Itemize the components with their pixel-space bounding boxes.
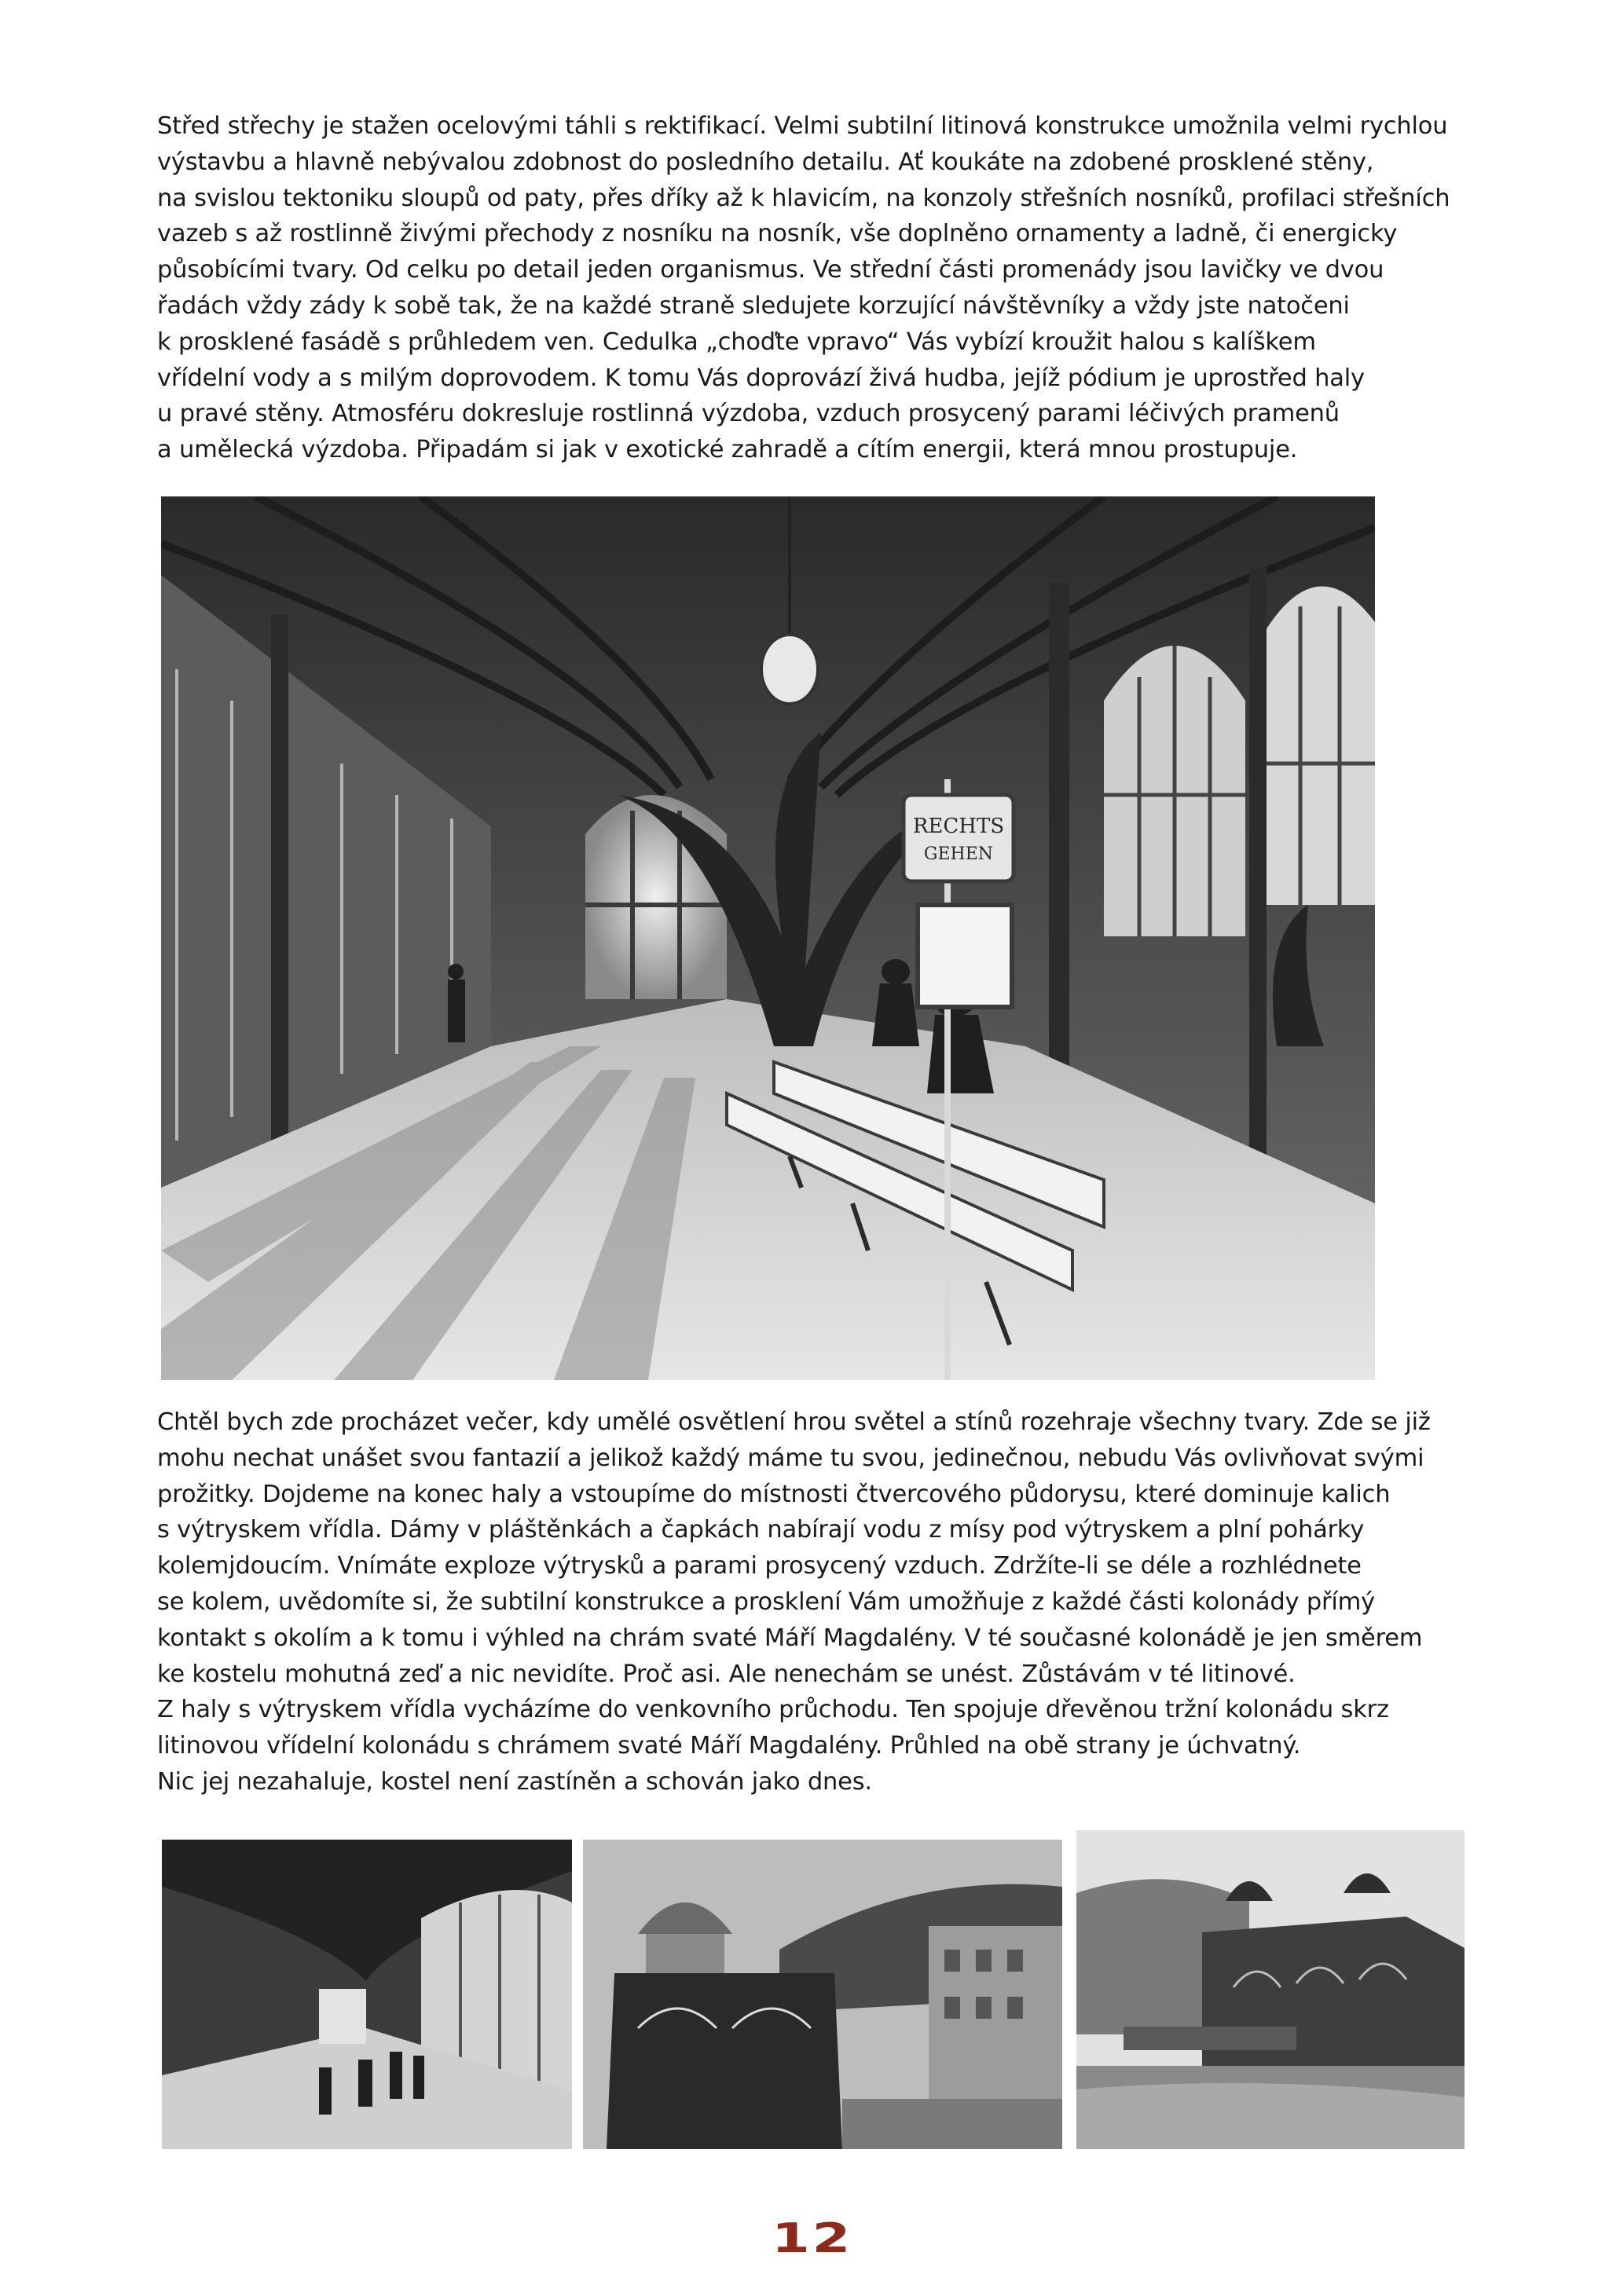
colonnade-interior-photo — [161, 496, 1375, 1380]
text-line: mohu nechat unášet svou fantazií a jelikož každý máme tu svou, jedinečnou, nebudu Vás ovlivňovat svými — [157, 1444, 1424, 1472]
page-number: 12 — [771, 2215, 853, 2262]
text-line: k prosklené fasádě s průhledem ven. Cedulka „choďte vpravo“ Vás vybízí kroužit halou s kalíškem — [157, 328, 1316, 356]
text-line: a umělecká výzdoba. Připadám si jak v exotické zahradě a cítím energii, která mnou prostupuje. — [157, 436, 1298, 464]
text-line: Střed střechy je stažen ocelovými táhli s rektifikací. Velmi subtilní litinová konstrukce umožnila velmi rychlou — [157, 112, 1448, 140]
text-line: Nic jej nezahaluje, kostel není zastíněn a schován jako dnes. — [157, 1767, 872, 1796]
text-line: prožitky. Dojdeme na konec haly a vstoupíme do místnosti čtvercového půdorysu, které dominuje kalich — [157, 1480, 1391, 1508]
paragraph-intro — [157, 108, 1493, 468]
text-line: vazeb s až rostlinně živými přechody z nosníku na nosník, vše doplněno ornamenty a ladně, či energicky — [157, 220, 1398, 248]
text-line: vřídelní vody a s milým doprovodem. K tomu Vás doprovází živá hudba, jejíž pódium je uprostřed haly — [157, 364, 1365, 392]
paragraph-evening — [157, 1404, 1493, 1800]
colonnade-exterior-photo — [1076, 1830, 1465, 2149]
text-line: na svislou tektoniku sloupů od paty, přes dříky až k hlavicím, na konzoly střešních nosníků, profilaci střešních — [157, 184, 1450, 212]
text-line: s výtryskem vřídla. Dámy v pláštěnkách a čapkách nabírají vodu z mísy pod výtryskem a plní pohárky — [157, 1516, 1365, 1544]
text-line: kolemjdoucím. Vnímáte exploze výtrysků a parami prosycený vzduch. Zdržíte-li se déle a rozhlédnete — [157, 1552, 1362, 1580]
text-line: u pravé stěny. Atmosféru dokresluje rostlinná výzdoba, vzduch prosycený parami léčivých pramenů — [157, 400, 1340, 428]
sign-text-gehen: GEHEN — [923, 844, 994, 864]
colonnade-hall-photo — [162, 1840, 572, 2149]
text-line: výstavbu a hlavně nebývalou zdobnost do posledního detailu. Ať koukáte na zdobené prosklené stěny, — [157, 148, 1374, 176]
text-line: působícími tvary. Od celku po detail jeden organismus. Ve střední části promenády jsou lavičky ve dvou — [157, 256, 1384, 284]
sign-text-rechts: RECHTS — [912, 815, 1005, 838]
text-line: řadách vždy zády k sobě tak, že na každé straně sledujete korzující návštěvníky a vždy jste natočeni — [157, 291, 1350, 320]
text-line: litinovou vřídelní kolonádu s chrámem svaté Máří Magdalény. Průhled na obě strany je úchvatný. — [157, 1732, 1301, 1760]
text-line: se kolem, uvědomíte si, že subtilní konstrukce a prosklení Vám umožňuje z každé části kolonády přímý — [157, 1587, 1376, 1616]
text-line: ke kostelu mohutná zeď a nic nevidíte. Proč asi. Ale nenechám se unést. Zůstávám v té litinové. — [157, 1660, 1296, 1688]
text-line: kontakt s okolím a k tomu i výhled na chrám svaté Máří Magdalény. V té současné kolonádě je jen směrem — [157, 1624, 1423, 1652]
pavilion-town-photo — [583, 1840, 1062, 2149]
text-line: Z haly s výtryskem vřídla vycházíme do venkovního průchodu. Ten spojuje dřevěnou tržní kolonádu skrz — [157, 1696, 1389, 1724]
text-line: Chtěl bych zde procházet večer, kdy umělé osvětlení hrou světel a stínů rozehraje všechny tvary. Zde se již — [157, 1408, 1431, 1436]
